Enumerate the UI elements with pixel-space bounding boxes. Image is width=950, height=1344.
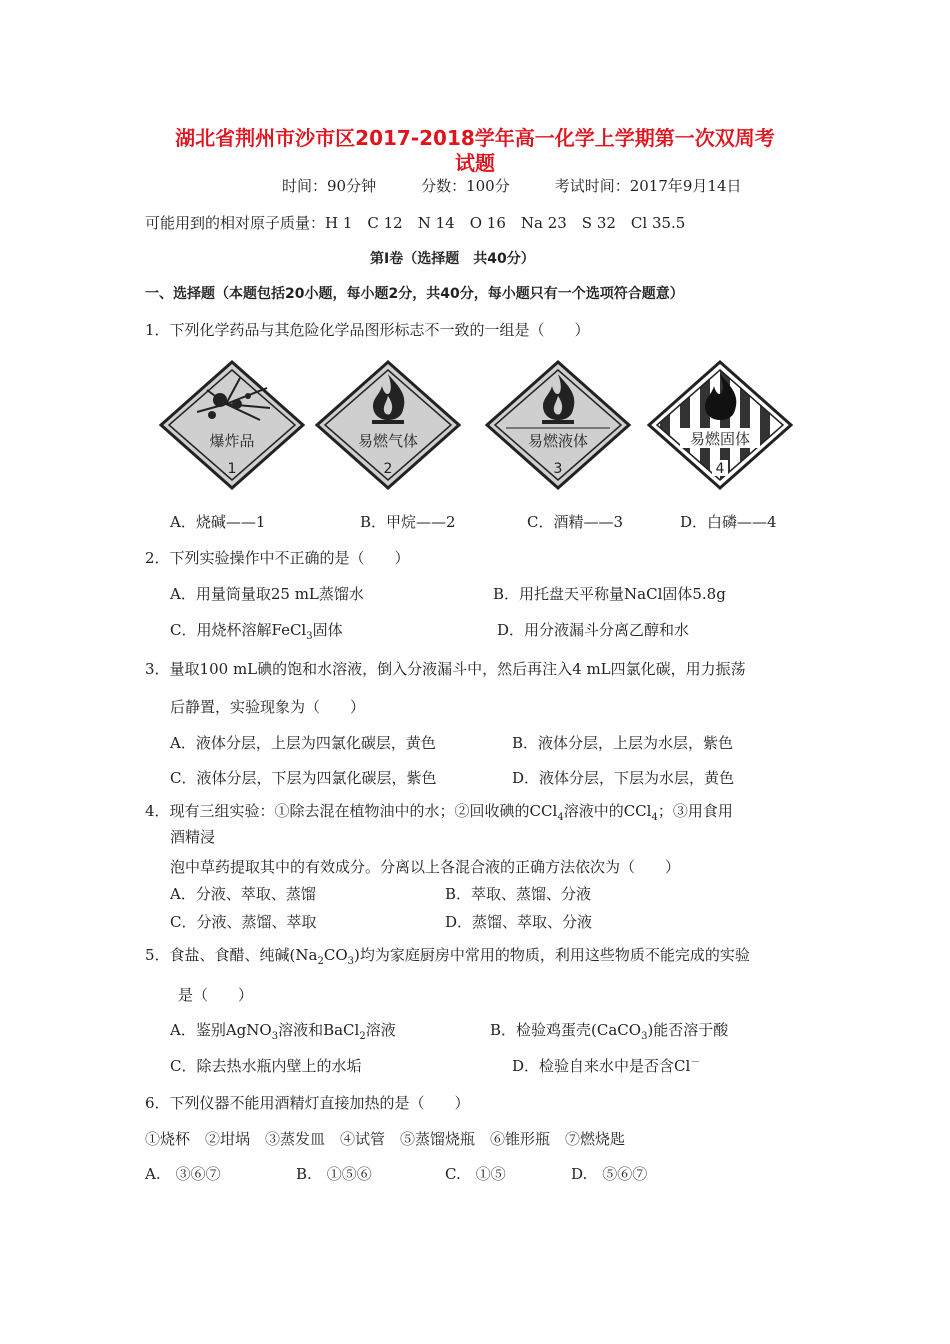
q3-option-c: C．液体分层，下层为四氯化碳层，紫色 (170, 769, 437, 787)
q5-option-a-sub1: 3 (271, 1031, 279, 1042)
q4-option-c: C．分液、蒸馏、萃取 (170, 913, 317, 931)
q2-stem: 2．下列实验操作中不正确的是（ ） (145, 549, 410, 567)
q5-option-a (170, 1021, 396, 1042)
q6-option-b: B. ①⑤⑥ (296, 1165, 372, 1183)
part-title: 一、选择题（本题包括20小题，每小题2分，共40分，每小题只有一个选项符合题意） (145, 286, 684, 302)
q6-items: ①烧杯 ②坩埚 ③蒸发皿 ④试管 ⑤蒸馏烧瓶 ⑥锥形瓶 ⑦燃烧匙 (145, 1130, 626, 1148)
exam-meta: 时间：90分钟 分数：100分 考试时间：2017年9月14日 (282, 177, 742, 195)
sign-4-number: 4 (715, 461, 725, 477)
sign-3-label: 易燃液体 (527, 432, 589, 450)
q6-option-a: A. ③⑥⑦ (145, 1165, 221, 1183)
q4-stem-sub2: 4 (651, 812, 658, 823)
q2-option-c-tail: 固体 (312, 621, 343, 639)
volume-title: 第Ⅰ卷（选择题 共40分） (370, 251, 535, 267)
q4-stem-line1 (145, 802, 733, 823)
q2-option-c (170, 621, 343, 642)
q2-option-c-sub: 3 (306, 631, 313, 642)
sign-1-label: 爆炸品 (209, 432, 255, 450)
q5-stem-mid: CO (323, 946, 348, 964)
q5-stem-sub1: 2 (317, 956, 324, 967)
sign-2-label: 易燃气体 (357, 432, 419, 450)
q5-stem-line1 (145, 946, 750, 967)
q1-stem: 1．下列化学药品与其危险化学品图形标志不一致的一组是（ ） (145, 321, 590, 339)
q2-option-a: A．用量筒量取25 mL蒸馏水 (170, 585, 364, 603)
q3-option-a: A．液体分层，上层为四氯化碳层，黄色 (170, 734, 436, 752)
q5-option-a-tail: 溶液 (365, 1021, 396, 1039)
page-title-line2: 试题 (455, 151, 495, 175)
flammable-liquid-sign-icon (478, 360, 638, 490)
q2-option-d: D．用分液漏斗分离乙醇和水 (497, 621, 690, 639)
q5-option-a-mid: 溶液和BaCl (278, 1021, 360, 1039)
q6-option-c: C. ①⑤ (445, 1165, 506, 1183)
q4-option-d: D．蒸馏、萃取、分液 (445, 913, 593, 931)
q5-option-b-text: B．检验鸡蛋壳(CaCO (490, 1021, 642, 1039)
q5-option-b (490, 1021, 729, 1042)
q3-option-b: B．液体分层，上层为水层，紫色 (512, 734, 734, 752)
q1-option-b: B．甲烷——2 (360, 513, 456, 531)
q5-stem-text: 5．食盐、食醋、纯碱(Na (145, 946, 318, 964)
sign-1-number: 1 (227, 461, 237, 477)
sign-4-label: 易燃固体 (689, 430, 751, 448)
q5-option-d (512, 1057, 700, 1075)
q6-stem: 6．下列仪器不能用酒精灯直接加热的是（ ） (145, 1094, 470, 1112)
q5-option-a-sub2: 2 (359, 1031, 366, 1042)
q5-stem-line2: 是（ ） (178, 986, 254, 1004)
atomic-masses: 可能用到的相对原子质量：H 1 C 12 N 14 O 16 Na 23 S 32 Cl 35.5 (145, 214, 686, 232)
q2-option-c-text: C．用烧杯溶解FeCl (170, 621, 307, 639)
q2-option-b: B．用托盘天平称量NaCl固体5.8g (493, 585, 726, 603)
page-title-line1: 湖北省荆州市沙市区2017-2018学年高一化学上学期第一次双周考 (175, 126, 775, 150)
q1-option-a: A．烧碱——1 (170, 513, 266, 531)
q1-option-d: D．白磷——4 (680, 513, 777, 531)
q4-stem-line3: 泡中草药提取其中的有效成分。分离以上各混合液的正确方法依次为（ ） (170, 858, 681, 876)
q6-option-d: D. ⑤⑥⑦ (571, 1165, 648, 1183)
q5-stem-tail: )均为家庭厨房中常用的物质，利用这些物质不能完成的实验 (354, 946, 750, 964)
q4-stem-text: 4．现有三组实验：①除去混在植物油中的水；②回收碘的CCl (145, 802, 558, 820)
q4-stem-tail: ；③用食用 (657, 802, 733, 820)
q4-option-b: B．萃取、蒸馏、分液 (445, 885, 592, 903)
q5-option-b-tail: )能否溶于酸 (647, 1021, 729, 1039)
q5-option-b-sub: 3 (641, 1031, 648, 1042)
sign-2-number: 2 (383, 461, 393, 477)
q5-stem-sub2: 3 (347, 956, 354, 967)
flammable-solid-sign-icon (640, 360, 800, 490)
q3-stem-line1: 3．量取100 mL碘的饱和水溶液，倒入分液漏斗中，然后再注入4 mL四氯化碳，用力振荡 (145, 660, 746, 678)
explosive-sign-icon (152, 360, 312, 490)
flammable-gas-sign-icon (308, 360, 468, 490)
q5-option-c: C．除去热水瓶内壁上的水垢 (170, 1057, 362, 1075)
q3-stem-line2: 后静置，实验现象为（ ） (170, 698, 366, 716)
q5-option-d-text: D．检验自来水中是否含Cl (512, 1057, 691, 1075)
q5-option-d-sup: － (690, 1057, 701, 1068)
q5-option-a-text: A．鉴别AgNO (170, 1021, 272, 1039)
q4-stem-line2: 酒精浸 (170, 828, 216, 846)
q3-option-d: D．液体分层，下层为水层，黄色 (512, 769, 735, 787)
q1-option-c: C．酒精——3 (527, 513, 624, 531)
q4-stem-mid: 溶液中的CCl (563, 802, 652, 820)
q4-option-a: A．分液、萃取、蒸馏 (170, 885, 316, 903)
sign-3-number: 3 (553, 461, 563, 477)
q4-stem-sub1: 4 (557, 812, 564, 823)
